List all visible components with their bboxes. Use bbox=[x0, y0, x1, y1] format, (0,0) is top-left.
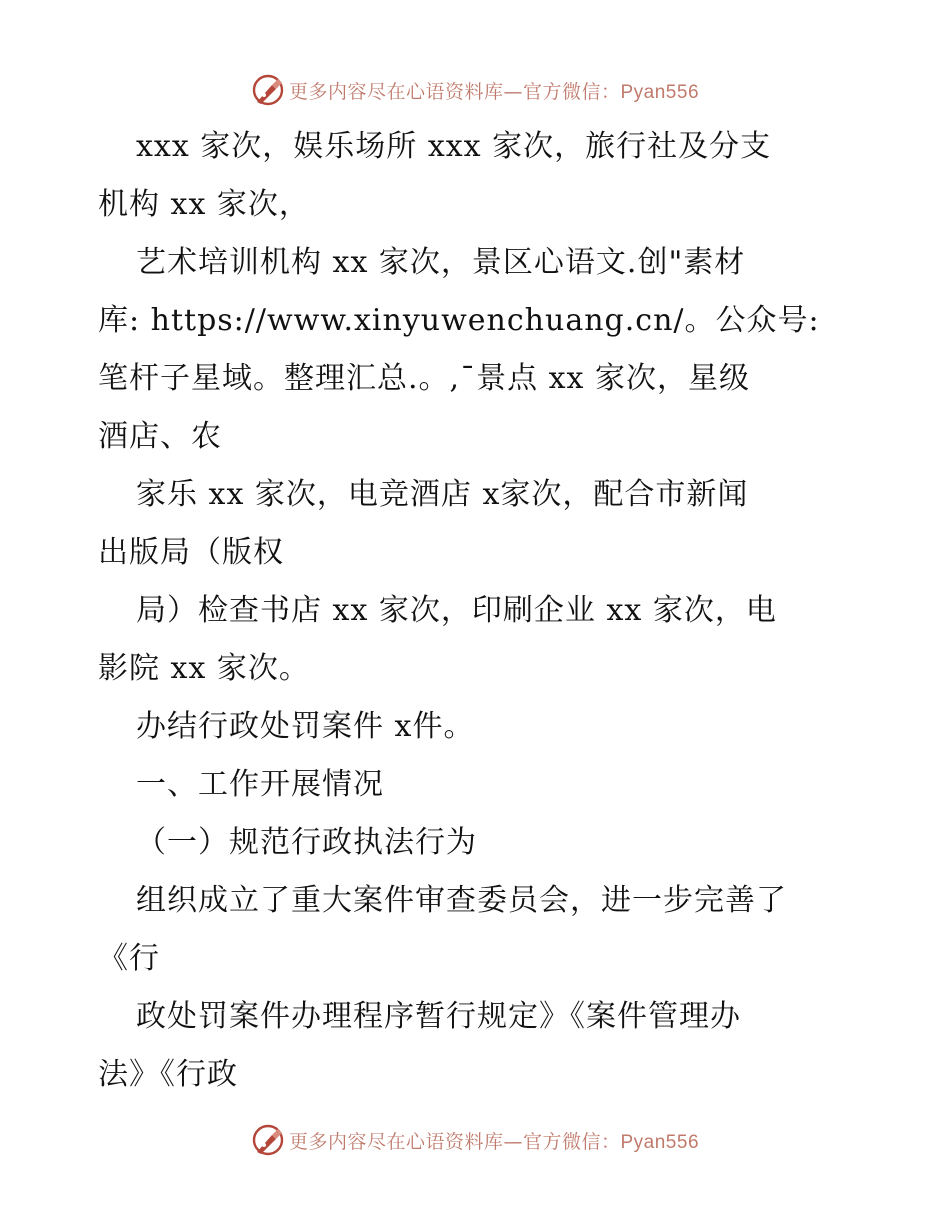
footer-banner-label: 更多内容尽在心语资料库—官方微信： bbox=[288, 1130, 621, 1153]
body-line: 局）检查书店 xx 家次，印刷企业 xx 家次，电 bbox=[136, 593, 777, 628]
pen-logo-icon bbox=[251, 1123, 285, 1157]
header-wechat-id: Pyan556 bbox=[620, 81, 700, 103]
body-line: 机构 xx 家次， bbox=[98, 187, 310, 222]
body-line: xxx 家次，娱乐场所 xxx 家次，旅行社及分支 bbox=[136, 129, 772, 164]
pen-logo-icon bbox=[251, 73, 285, 107]
footer-banner-text bbox=[289, 1127, 699, 1154]
body-line: 组织成立了重大案件审查委员会，进一步完善了 bbox=[136, 883, 787, 918]
body-line: 酒店、农 bbox=[98, 419, 222, 454]
body-line: 艺术培训机构 xx 家次，景区心语文.创"素材 bbox=[136, 245, 746, 280]
body-line: 办结行政处罚案件 x件。 bbox=[136, 709, 475, 744]
section-heading: 一、工作开展情况 bbox=[136, 767, 384, 802]
body-line: 影院 xx 家次。 bbox=[98, 651, 310, 686]
document-body bbox=[98, 118, 858, 1104]
body-line: 《行 bbox=[98, 941, 160, 976]
footer-wechat-id: Pyan556 bbox=[620, 1131, 700, 1153]
body-line: 笔杆子星域。整理汇总.。,¯景点 xx 家次，星级 bbox=[98, 361, 750, 396]
body-line: 出版局（版权 bbox=[98, 535, 284, 570]
subsection-heading: （一）规范行政执法行为 bbox=[136, 825, 477, 860]
header-banner-text bbox=[289, 77, 699, 104]
body-line: 家乐 xx 家次，电竞酒店 x家次，配合市新闻 bbox=[136, 477, 749, 512]
body-line: 法》《行政 bbox=[98, 1057, 238, 1092]
header-banner-label: 更多内容尽在心语资料库—官方微信： bbox=[288, 80, 621, 103]
footer-banner bbox=[0, 1120, 950, 1160]
body-line: 政处罚案件办理程序暂行规定》《案件管理办 bbox=[136, 999, 741, 1034]
body-line: 库: https://www.xinyuwenchuang.cn/。公众号: bbox=[98, 303, 820, 338]
header-banner bbox=[0, 70, 950, 110]
